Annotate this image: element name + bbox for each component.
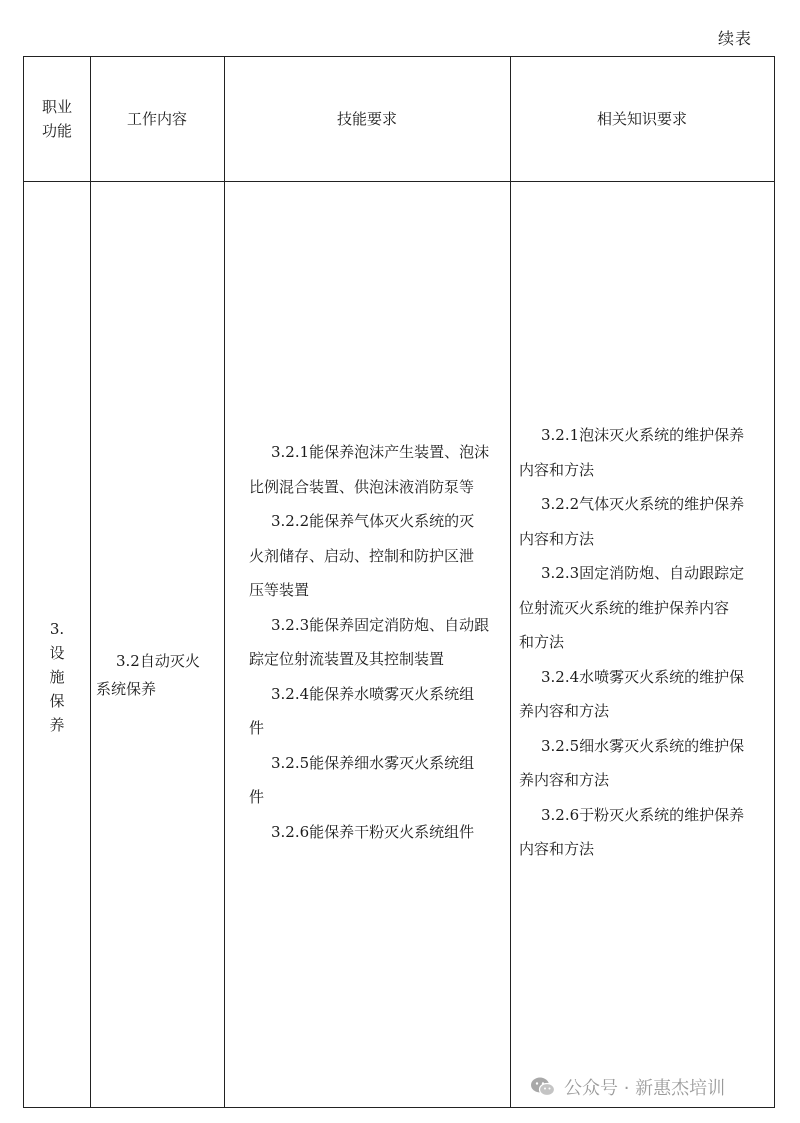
header-function xyxy=(24,57,90,181)
skill-item: 件 xyxy=(249,788,265,806)
knowledge-item: 内容和方法 xyxy=(519,460,595,479)
knowledge-item: 位射流灭火系统的维护保养内容 xyxy=(519,598,730,617)
function-text: 保 xyxy=(49,692,65,710)
function-cell xyxy=(24,617,90,737)
header-work-content: 工作内容 xyxy=(126,110,187,128)
knowledge-cell xyxy=(519,418,775,867)
continued-label: 续表 xyxy=(718,29,753,48)
knowledge-item: 3.2.2气体灭火系统的维护保养 xyxy=(541,495,745,513)
knowledge-item: 内容和方法 xyxy=(519,529,595,548)
watermark-text: 公众号 · 新惠杰培训 xyxy=(564,1078,726,1099)
work-content-cell xyxy=(96,647,224,703)
knowledge-item: 3.2.1泡沫灭火系统的维护保养 xyxy=(541,426,745,444)
header-divider xyxy=(24,181,774,182)
requirements-table xyxy=(23,56,775,1108)
function-text: 施 xyxy=(49,668,65,686)
function-text: 设 xyxy=(49,644,65,662)
skill-item: 压等装置 xyxy=(249,581,310,599)
skill-item: 3.2.4能保养水喷雾灭火系统组 xyxy=(271,684,475,703)
header-skill-requirements: 技能要求 xyxy=(336,110,397,128)
work-content-text: 系统保养 xyxy=(96,680,157,698)
header-function-line1: 职业 xyxy=(41,98,72,116)
knowledge-item: 和方法 xyxy=(519,633,565,651)
knowledge-item: 养内容和方法 xyxy=(519,702,610,720)
knowledge-item: 3.2.5细水雾灭火系统的维护保 xyxy=(541,736,745,755)
column-divider xyxy=(90,57,91,1107)
skill-item: 踪定位射流装置及其控制装置 xyxy=(249,650,445,668)
knowledge-item: 3.2.6于粉灭火系统的维护保养 xyxy=(541,805,745,824)
skill-item: 3.2.2能保养气体灭火系统的灭 xyxy=(271,512,475,530)
skills-cell xyxy=(249,435,511,849)
function-text: 养 xyxy=(49,716,65,734)
skill-item: 比例混合装置、供泡沫液消防泵等 xyxy=(249,477,475,496)
knowledge-item: 养内容和方法 xyxy=(519,771,610,789)
skill-item: 火剂储存、启动、控制和防护区泄 xyxy=(249,546,475,565)
function-text: 3. xyxy=(49,620,65,638)
knowledge-item: 3.2.3固定消防炮、自动跟踪定 xyxy=(541,564,745,582)
skill-item: 3.2.6能保养干粉灭火系统组件 xyxy=(271,822,475,841)
skill-item: 件 xyxy=(249,719,265,737)
column-divider xyxy=(224,57,225,1107)
knowledge-item: 3.2.4水喷雾灭火系统的维护保 xyxy=(541,667,745,686)
wechat-icon xyxy=(530,1076,556,1098)
watermark xyxy=(530,1074,725,1100)
header-knowledge-requirements: 相关知识要求 xyxy=(596,110,687,128)
knowledge-item: 内容和方法 xyxy=(519,840,595,858)
skill-item: 3.2.1能保养泡沫产生装置、泡沫 xyxy=(271,443,490,461)
skill-item: 3.2.5能保养细水雾灭火系统组 xyxy=(271,753,475,772)
work-content-text: 3.2自动灭火 xyxy=(116,652,200,670)
skill-item: 3.2.3能保养固定消防炮、自动跟 xyxy=(271,615,490,634)
header-function-line2: 功能 xyxy=(41,122,72,140)
